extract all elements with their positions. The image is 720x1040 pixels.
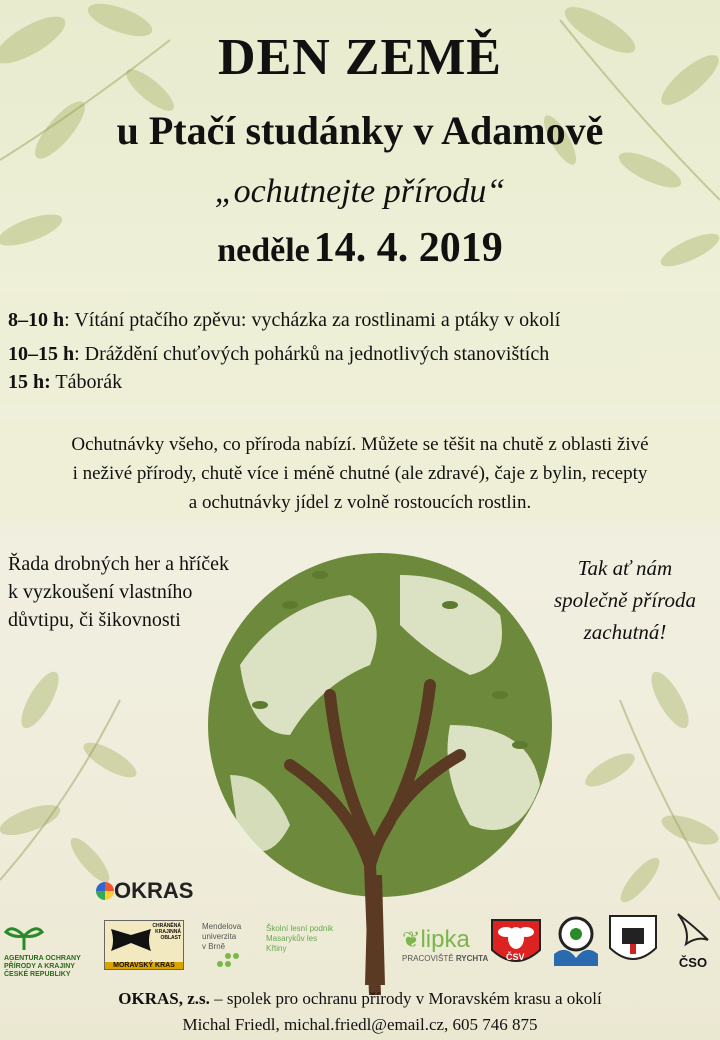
csv-logo: ČSV	[488, 914, 544, 972]
games-text: Řada drobných her a hříček k vyzkoušení vlastního důvtipu, či šikovnosti	[8, 553, 230, 631]
bee-shield-icon	[488, 914, 544, 972]
slp-logo: Školní lesní podnik Masarykův les Křtiny	[266, 924, 334, 953]
bat-icon	[109, 927, 153, 955]
nature-circle-logo	[550, 914, 602, 970]
coat-of-arms-logo	[608, 914, 658, 970]
date-prefix: neděle	[217, 232, 310, 269]
lipka-logo: ❦lipka PRACOVIŠTĚ RYCHTA	[402, 926, 489, 963]
program-item: 10–15 h: Dráždění chuťových pohárků na jednotlivých stanovištích	[8, 343, 550, 365]
mendelu-logo: Mendelova univerzita v Brně	[202, 922, 242, 973]
page-title: DEN ZEMĚ	[218, 29, 502, 86]
date-value: 14. 4. 2019	[313, 225, 503, 271]
program-item: 15 h: Táborák	[8, 371, 123, 393]
footer: OKRAS, z.s. – spolek pro ochranu přírody v Moravském krasu a okolí Michal Friedl, michal.friedl@email.cz, 605 746 875	[118, 989, 602, 1034]
leaf-icon: ❦	[402, 927, 421, 952]
cso-logo: ČSO	[672, 910, 714, 970]
aopk-logo: AGENTURA OCHRANY PŘÍRODY A KRAJINY ČESKÉ REPUBLIKY	[4, 922, 86, 979]
bird-icon	[672, 910, 714, 950]
cta-text: Tak ať nám společně příroda zachutná!	[553, 556, 697, 644]
sprout-icon	[4, 922, 44, 950]
page-subtitle: u Ptačí studánky v Adamově	[116, 108, 604, 153]
description: Ochutnávky všeho, co příroda nabízí. Můžete se těšit na chutě z oblasti živé i neživé přírody, chutě více i méně chutné (ale zdravé), čaje z bylin, recepty a ochutnávky jídel z volně rostoucích rostlin.	[71, 434, 649, 513]
okras-logo: OKRAS	[96, 878, 193, 904]
moravsky-kras-logo: CHRÁNĚNÁ KRAJINNÁ OBLAST MORAVSKÝ KRAS	[104, 920, 184, 970]
program-item: 8–10 h: Vítání ptačího zpěvu: vycházka za rostlinami a ptáky v okolí	[8, 309, 561, 331]
motto: „ochutnejte přírodu“	[214, 173, 506, 210]
dots-icon	[202, 952, 242, 970]
event-date	[0, 224, 720, 281]
flower-icon	[96, 882, 114, 900]
